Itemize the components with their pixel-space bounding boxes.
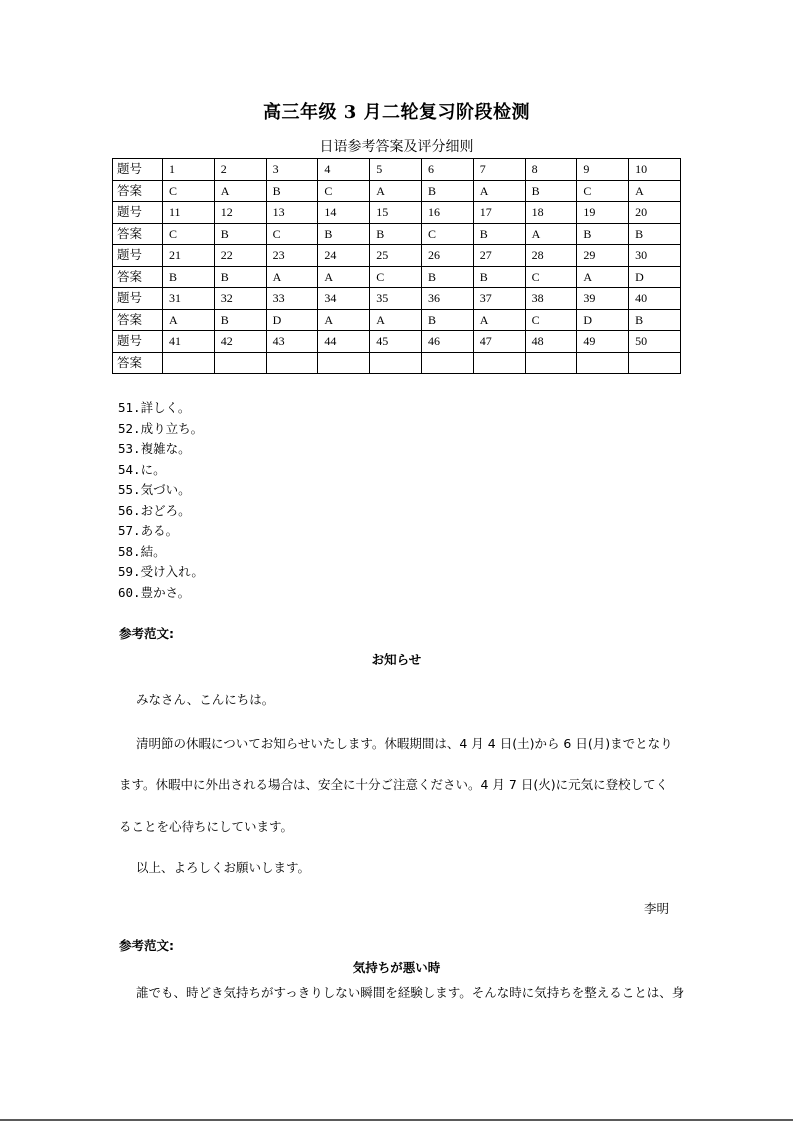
answer-cell: B bbox=[629, 223, 681, 245]
answer-cell: B bbox=[214, 223, 266, 245]
answer-cell: B bbox=[525, 180, 577, 202]
question-number-cell: 29 bbox=[577, 245, 629, 267]
row-header-answer: 答案 bbox=[113, 180, 163, 202]
answer-cell: C bbox=[163, 223, 215, 245]
question-number-cell: 28 bbox=[525, 245, 577, 267]
question-number-cell: 46 bbox=[421, 331, 473, 353]
answer-cell bbox=[577, 352, 629, 374]
fill-answer-item: 60.豊かさ。 bbox=[118, 584, 191, 600]
answer-cell: B bbox=[421, 309, 473, 331]
answer-cell: C bbox=[525, 309, 577, 331]
question-number-cell: 6 bbox=[421, 159, 473, 181]
essay-greeting: みなさん、こんにちは。 bbox=[136, 692, 275, 707]
question-number-cell: 3 bbox=[266, 159, 318, 181]
question-number-cell: 48 bbox=[525, 331, 577, 353]
fill-answer-item: 58.結。 bbox=[118, 543, 166, 559]
question-number-row bbox=[113, 202, 681, 224]
question-number-cell: 35 bbox=[370, 288, 422, 310]
question-number-cell: 44 bbox=[318, 331, 370, 353]
question-number-cell: 9 bbox=[577, 159, 629, 181]
question-number-cell: 23 bbox=[266, 245, 318, 267]
answer-cell: B bbox=[473, 223, 525, 245]
question-number-cell: 8 bbox=[525, 159, 577, 181]
question-number-cell: 47 bbox=[473, 331, 525, 353]
fill-answer-item: 57.ある。 bbox=[118, 523, 179, 538]
essay-paragraph-line: ることを心待ちにしています。 bbox=[119, 819, 294, 834]
answer-cell: B bbox=[421, 266, 473, 288]
sample-essay-label: 参考范文: bbox=[119, 626, 174, 641]
answer-cell: B bbox=[214, 309, 266, 331]
answer-cell: C bbox=[421, 223, 473, 245]
row-header-answer: 答案 bbox=[113, 223, 163, 245]
question-number-cell: 32 bbox=[214, 288, 266, 310]
answer-cell bbox=[473, 352, 525, 374]
answer-cell bbox=[163, 352, 215, 374]
question-number-cell: 21 bbox=[163, 245, 215, 267]
answer-cell: A bbox=[473, 180, 525, 202]
answer-cell: B bbox=[266, 180, 318, 202]
question-number-cell: 36 bbox=[421, 288, 473, 310]
question-number-cell: 2 bbox=[214, 159, 266, 181]
answer-cell: A bbox=[266, 266, 318, 288]
question-number-cell: 45 bbox=[370, 331, 422, 353]
answer-cell: B bbox=[473, 266, 525, 288]
answer-cell: D bbox=[266, 309, 318, 331]
answer-cell: A bbox=[163, 309, 215, 331]
row-header-question: 题号 bbox=[113, 159, 163, 181]
answer-cell: C bbox=[163, 180, 215, 202]
answer-cell: A bbox=[629, 180, 681, 202]
page-bottom-border bbox=[0, 1119, 793, 1121]
answer-row bbox=[113, 309, 681, 331]
question-number-row bbox=[113, 331, 681, 353]
answer-cell: C bbox=[266, 223, 318, 245]
answer-cell: D bbox=[629, 266, 681, 288]
answer-cell: B bbox=[318, 223, 370, 245]
answer-cell bbox=[370, 352, 422, 374]
answer-cell bbox=[214, 352, 266, 374]
question-number-cell: 30 bbox=[629, 245, 681, 267]
answer-cell: D bbox=[577, 309, 629, 331]
answer-cell bbox=[318, 352, 370, 374]
row-header-question: 题号 bbox=[113, 245, 163, 267]
question-number-cell: 11 bbox=[163, 202, 215, 224]
question-number-cell: 16 bbox=[421, 202, 473, 224]
answer-cell: A bbox=[370, 309, 422, 331]
answer-table bbox=[112, 158, 681, 374]
question-number-cell: 39 bbox=[577, 288, 629, 310]
fill-answer-item: 59.受け入れ。 bbox=[118, 564, 204, 579]
question-number-row bbox=[113, 245, 681, 267]
essay-signature: 李明 bbox=[644, 901, 670, 916]
question-number-cell: 12 bbox=[214, 202, 266, 224]
fill-answer-item: 55.気づい。 bbox=[118, 482, 191, 497]
answer-cell: A bbox=[214, 180, 266, 202]
essay-paragraph-line: 清明節の休暇についてお知らせいたします。休暇期間は、4 月 4 日(土)から 6 日(月)までとなり bbox=[136, 736, 673, 751]
fill-answer-item: 53.複雑な。 bbox=[118, 441, 191, 456]
question-number-cell: 5 bbox=[370, 159, 422, 181]
answer-cell bbox=[266, 352, 318, 374]
question-number-cell: 33 bbox=[266, 288, 318, 310]
answer-cell: A bbox=[577, 266, 629, 288]
question-number-cell: 24 bbox=[318, 245, 370, 267]
essay-title: 気持ちが悪い時 bbox=[352, 960, 441, 975]
row-header-answer: 答案 bbox=[113, 352, 163, 374]
answer-cell: A bbox=[370, 180, 422, 202]
answer-cell: B bbox=[370, 223, 422, 245]
essay-paragraph-line: 誰でも、時どき気持ちがすっきりしない瞬間を経験します。そんな時に気持ちを整えることは、身 bbox=[136, 985, 685, 1000]
answer-cell bbox=[421, 352, 473, 374]
essay-title: お知らせ bbox=[371, 652, 422, 667]
row-header-question: 题号 bbox=[113, 202, 163, 224]
answer-cell: B bbox=[163, 266, 215, 288]
question-number-cell: 1 bbox=[163, 159, 215, 181]
essay-paragraph-line: ます。休暇中に外出される場合は、安全に十分ご注意ください。4 月 7 日(火)に元気に登校してく bbox=[119, 777, 669, 792]
question-number-cell: 14 bbox=[318, 202, 370, 224]
answer-cell: A bbox=[525, 223, 577, 245]
question-number-cell: 10 bbox=[629, 159, 681, 181]
answer-cell: A bbox=[473, 309, 525, 331]
answer-cell: A bbox=[318, 309, 370, 331]
answer-cell: C bbox=[577, 180, 629, 202]
question-number-cell: 7 bbox=[473, 159, 525, 181]
sample-essay-label: 参考范文: bbox=[119, 938, 174, 953]
question-number-cell: 31 bbox=[163, 288, 215, 310]
question-number-cell: 41 bbox=[163, 331, 215, 353]
fill-answer-item: 51.詳しく。 bbox=[118, 400, 191, 415]
fill-answer-item: 56.おどろ。 bbox=[118, 502, 191, 518]
answer-row bbox=[113, 352, 681, 374]
question-number-cell: 27 bbox=[473, 245, 525, 267]
answer-cell: C bbox=[525, 266, 577, 288]
row-header-question: 题号 bbox=[113, 331, 163, 353]
answer-cell: B bbox=[214, 266, 266, 288]
question-number-cell: 38 bbox=[525, 288, 577, 310]
question-number-cell: 40 bbox=[629, 288, 681, 310]
answer-cell: C bbox=[370, 266, 422, 288]
answer-cell bbox=[629, 352, 681, 374]
row-header-question: 题号 bbox=[113, 288, 163, 310]
essay-closing: 以上、よろしくお願いします。 bbox=[136, 860, 311, 875]
document-title: 高三年级 3 月二轮复习阶段检测 bbox=[262, 102, 531, 123]
fill-answer-item: 54.に。 bbox=[118, 461, 166, 477]
question-number-cell: 18 bbox=[525, 202, 577, 224]
question-number-cell: 22 bbox=[214, 245, 266, 267]
answer-cell: B bbox=[577, 223, 629, 245]
document-subtitle: 日语参考答案及评分细则 bbox=[319, 139, 474, 155]
question-number-cell: 37 bbox=[473, 288, 525, 310]
answer-cell bbox=[525, 352, 577, 374]
question-number-cell: 34 bbox=[318, 288, 370, 310]
answer-row bbox=[113, 266, 681, 288]
question-number-cell: 4 bbox=[318, 159, 370, 181]
question-number-cell: 13 bbox=[266, 202, 318, 224]
answer-row bbox=[113, 180, 681, 202]
row-header-answer: 答案 bbox=[113, 309, 163, 331]
answer-cell: B bbox=[421, 180, 473, 202]
answer-cell: C bbox=[318, 180, 370, 202]
answer-cell: B bbox=[629, 309, 681, 331]
fill-answer-item: 52.成り立ち。 bbox=[118, 420, 204, 436]
answer-cell: A bbox=[318, 266, 370, 288]
question-number-cell: 19 bbox=[577, 202, 629, 224]
question-number-cell: 43 bbox=[266, 331, 318, 353]
question-number-cell: 42 bbox=[214, 331, 266, 353]
row-header-answer: 答案 bbox=[113, 266, 163, 288]
question-number-cell: 15 bbox=[370, 202, 422, 224]
question-number-cell: 26 bbox=[421, 245, 473, 267]
question-number-cell: 20 bbox=[629, 202, 681, 224]
question-number-cell: 17 bbox=[473, 202, 525, 224]
answer-row bbox=[113, 223, 681, 245]
question-number-row bbox=[113, 288, 681, 310]
question-number-cell: 25 bbox=[370, 245, 422, 267]
question-number-cell: 50 bbox=[629, 331, 681, 353]
question-number-cell: 49 bbox=[577, 331, 629, 353]
question-number-row bbox=[113, 159, 681, 181]
